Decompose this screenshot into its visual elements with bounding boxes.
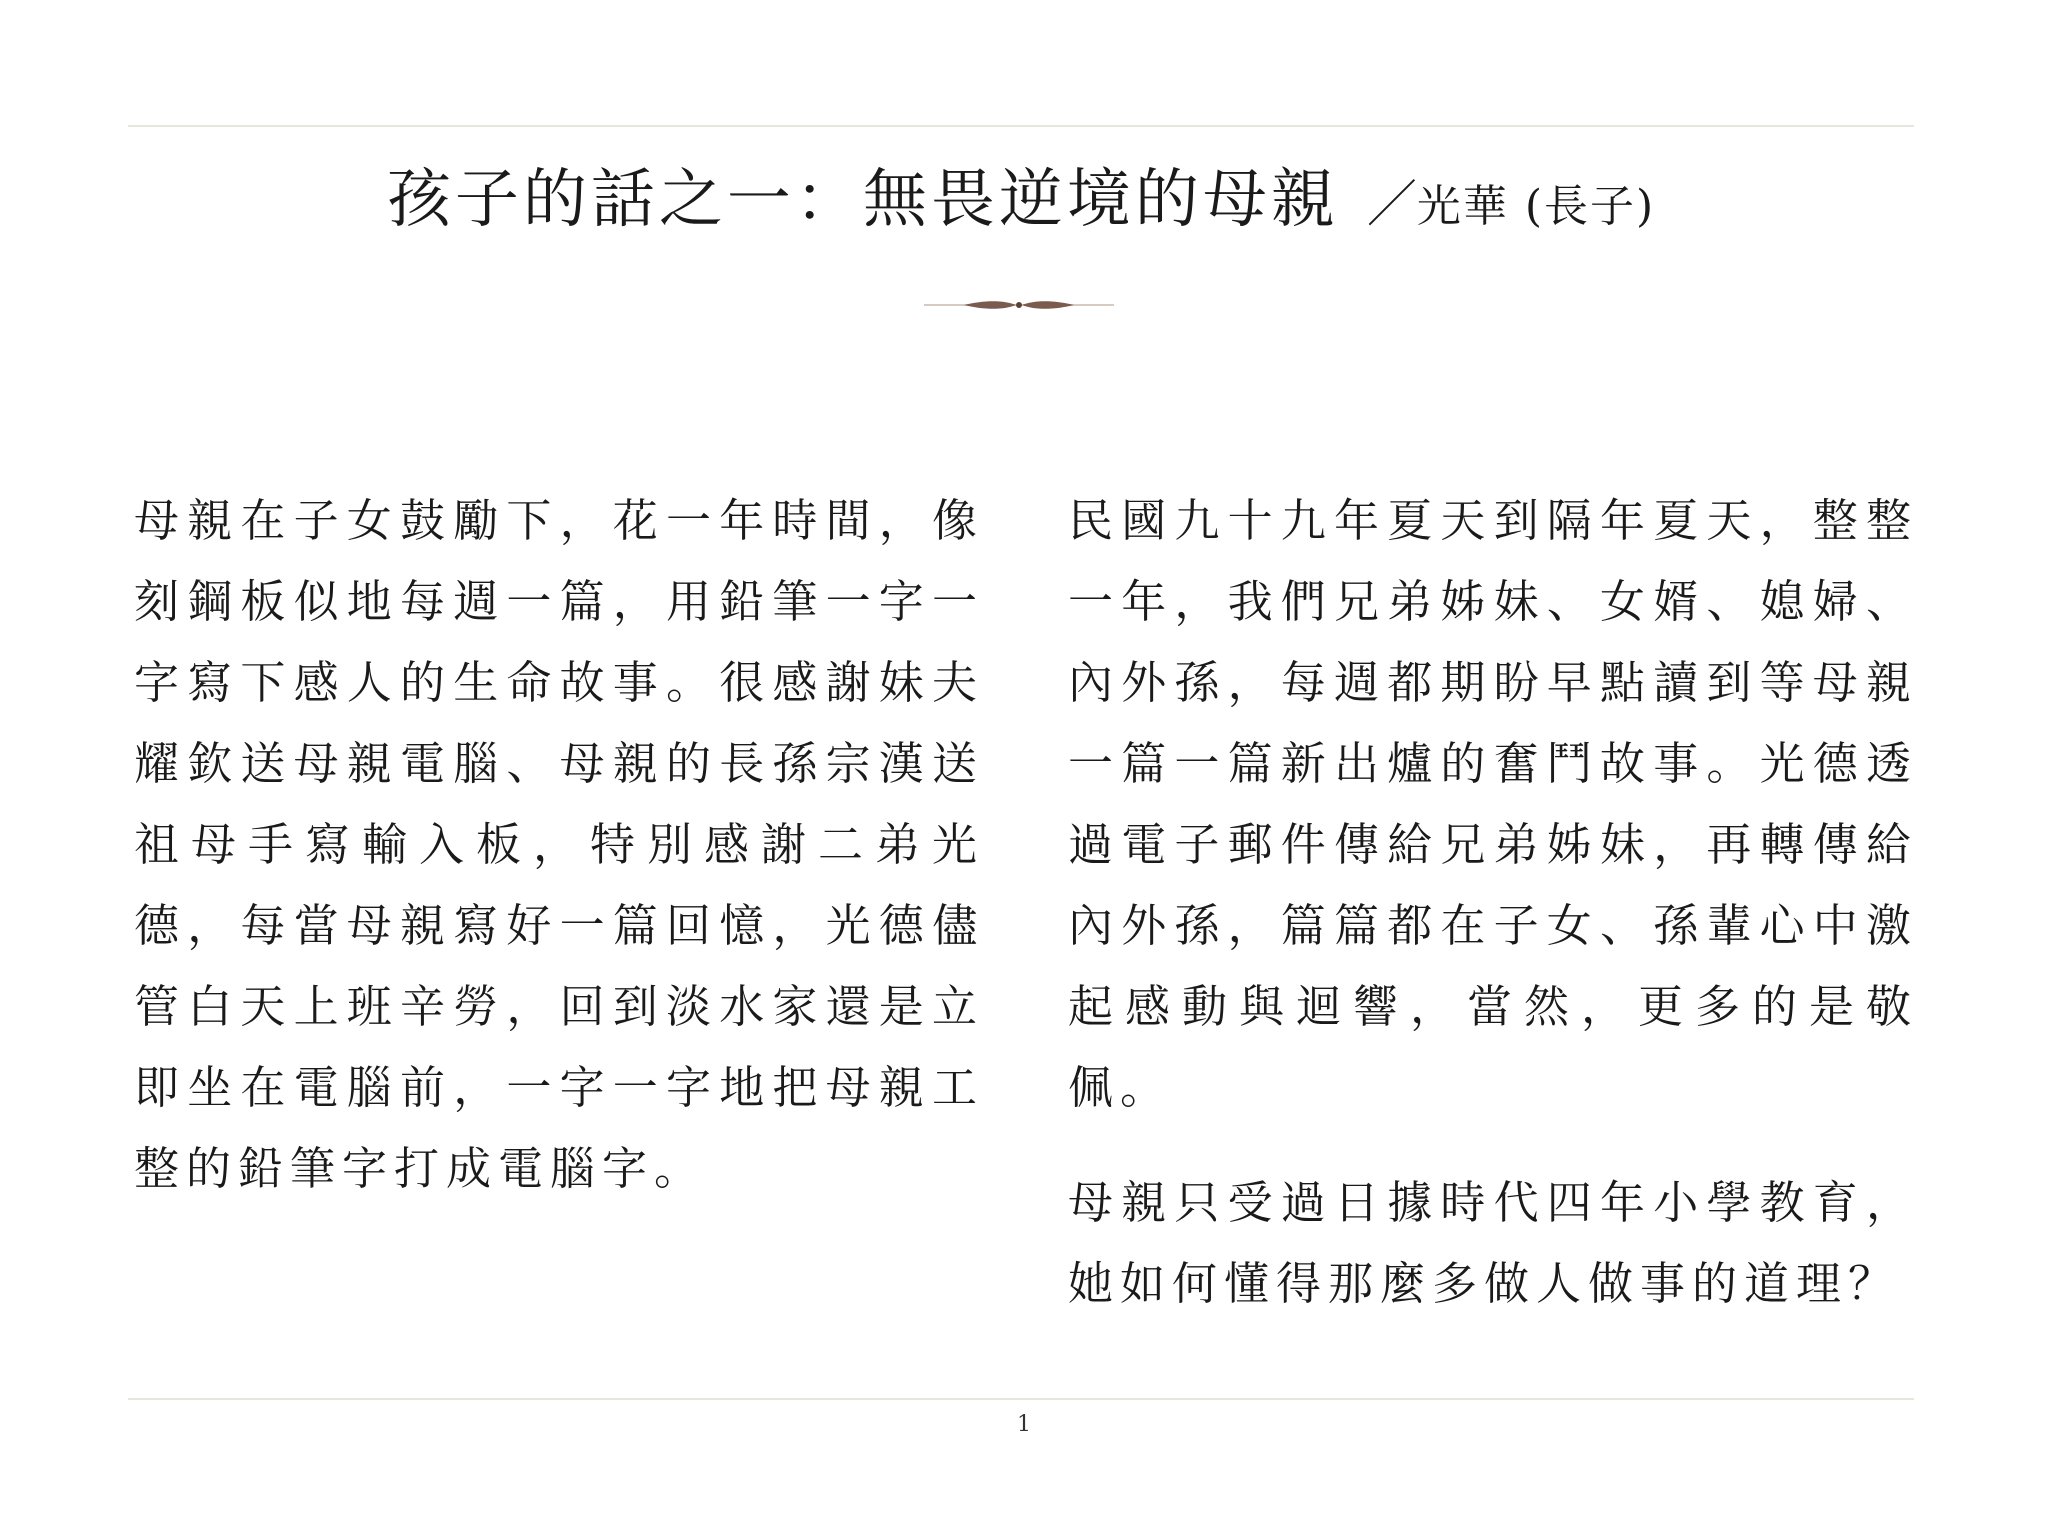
right-column [1068, 480, 1918, 1324]
page-number: 1 [1017, 1412, 1031, 1437]
article-author: 光華 (長子) [1416, 181, 1656, 232]
paragraph: 母親只受過日據時代四年小學教育，她如何懂得那麼多做人做事的道理？ [1068, 1176, 1918, 1310]
page-title [128, 150, 1914, 266]
header-divider [128, 125, 1914, 127]
footer-divider [128, 1398, 1914, 1400]
left-column [134, 480, 984, 1209]
paragraph: 民國九十九年夏天到隔年夏天，整整一年，我們兄弟姊妹、女婿、媳婦、內外孫，每週都期盼早點讀到等母親一篇一篇新出爐的奮鬥故事。光德透過電子郵件傳給兄弟姊妹，再轉傳給內外孫，篇篇都在子女、孫輩心中激起感動與迴響，當然，更多的是敬佩。 [1068, 494, 1918, 1114]
title-separator: ／ [1366, 175, 1417, 233]
paragraph: 母親在子女鼓勵下，花一年時間，像刻鋼板似地每週一篇，用鉛筆一字一字寫下感人的生命故事。很感謝妹夫耀欽送母親電腦、母親的長孫宗漢送祖母手寫輸入板，特別感謝二弟光德，每當母親寫好一篇回憶，光德儘管白天上班辛勞，回到淡水家還是立即坐在電腦前，一字一字地把母親工整的鉛筆字打成電腦字。 [134, 494, 984, 1195]
article-title: 孩子的話之一：無畏逆境的母親 [386, 163, 1339, 237]
ornament-divider-icon [924, 293, 1114, 317]
